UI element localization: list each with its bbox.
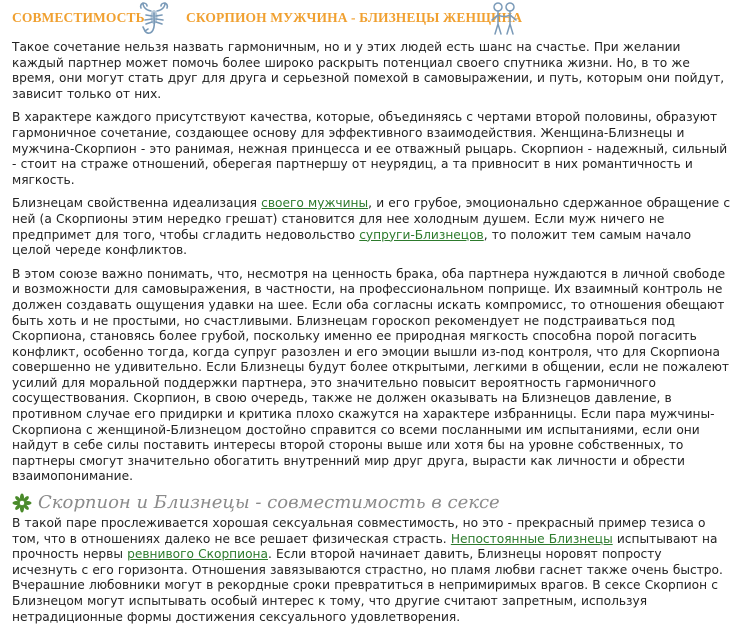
scorpio-icon [134, 0, 174, 36]
paragraph: В этом союзе важно понимать, что, несмотря на ценность брака, оба партнера нуждаются в личной свободе и возможности для самовыражения, в частности, на профессиональном поприще. Их взаимный контроль не должен создавать ощущения удавки на шее. Если оба согласны искать компромисс, то отношения обещают быть хоть и не простыми, но счастливыми. Близнецам гороскоп рекомендует не подстраиваться под Скорпиона, становясь более грубой, поскольку именно ее природная мягкость способна порой погасить конфликт, особенно тогда, когда супруг разозлен и его эмоции вышли из-под контроля, что для Скорпиона совершенно не удивительно. Если Близнецы будут более открытыми, легкими в общении, если не пожалеют усилий для моральной поддержки партнера, это значительно повысит вероятность гармоничного сосуществования. Скорпион, в свою очередь, также не должен оказывать на Близнецов давление, в противном случае его придирки и критика плохо скажутся на характере избранницы. Если пара мужчины-Скорпиона с женщиной-Близнецом достойно справится со всеми посланными им испытаниями, если они найдут в себе силы поставить интересы второй стороны выше или хотя бы на уровне собственных, то партнеры смогут значительно обогатить внутренний мир друг друга, вырасти как личности и обрести взаимопонимание. [12, 266, 729, 484]
page-title: СКОРПИОН МУЖЧИНА - БЛИЗНЕЦЫ ЖЕНЩИНА [186, 10, 523, 25]
paragraph: Близнецам свойственна идеализация своего мужчины, и его грубое, эмоционально сдержанное обращение с ней (а Скорпионы этим нередко грешат) становится для нее холодным душем. Если муж ничего не предпримет для того, чтобы сгладить недовольство супруги-Близнецов, то положит тем самым начало целой череде конфликтов. [12, 196, 731, 258]
link-own-man[interactable]: своего мужчины [261, 196, 369, 211]
flower-icon [12, 493, 32, 513]
section-title: Скорпион и Близнецы - совместимость в сексе [38, 492, 500, 514]
link-fickle-gemini[interactable]: Непостоянные Близнецы [450, 531, 613, 546]
paragraph: В такой паре прослеживается хорошая сексуальная совместимость, но это - прекрасный пример тезиса о том, что в отношениях далеко не все решает физическая страсть. Непостоянные Близнецы испытывают на прочность нервы ревнивого Скорпиона. Если второй начинает давить, Близнецы норовят попросту исчезнуть с его горизонта. Отношения завязываются страстно, но пламя любви гаснет также очень быстро. Вчерашние любовники могут в рекордные сроки превратиться в непримиримых врагов. В сексе Скорпион с Близнецом могут испытывать особый интерес к тому, что другие считают запретным, используя нетрадиционные формы достижения сексуального удовлетворения. [12, 516, 723, 624]
link-gemini-wife[interactable]: супруги-Близнецов [359, 227, 484, 242]
section-heading [12, 493, 730, 513]
paragraph: В характере каждого присутствуют качества, которые, объединяясь с чертами второй половины, образуют гармоничное сочетание, создающее основу для эффективного взаимодействия. Женщина-Близнецы и мужчина-Скорпион - это ранимая, нежная принцесса и ее отважный рыцарь. Скорпион - надежный, сильный - стоит на страже отношений, оберегая партнершу от неурядиц, а та привносит в них романтичность и мягкость. [12, 110, 728, 187]
article-body [12, 40, 730, 633]
header [0, 0, 741, 38]
link-jealous-scorpio[interactable]: ревнивого Скорпиона [127, 547, 268, 562]
paragraph: Такое сочетание нельзя назвать гармоничным, но и у этих людей есть шанс на счастье. При желании каждый партнер может помочь более широко раскрыть потенциал своего спутника жизни. Но, в то же время, они могут стать друг для друга и серьезной помехой в самовыражении, и путь, которым они пойдут, зависит только от них. [12, 40, 725, 101]
gemini-icon [484, 0, 524, 36]
compatibility-heading: СОВМЕСТИМОСТЬ [12, 10, 145, 25]
